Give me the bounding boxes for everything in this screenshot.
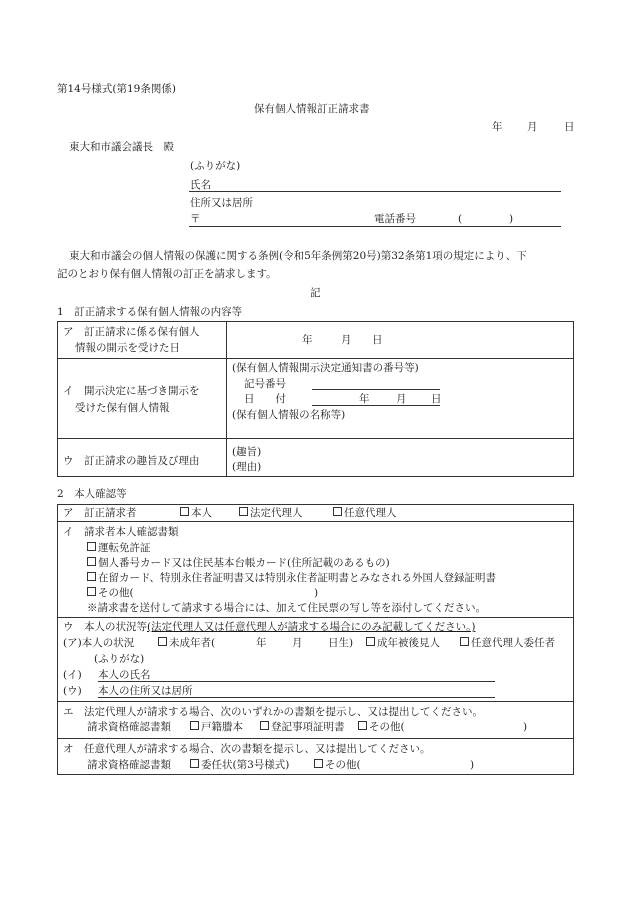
opt-my-number-card[interactable]: [87, 557, 390, 570]
section1-row-divider-2: [58, 438, 573, 439]
date-month-label: 月: [527, 121, 538, 133]
checkbox-icon[interactable]: [460, 637, 469, 646]
s2-divider-4: [58, 738, 573, 739]
applicant-address-label: 住所又は居所: [190, 197, 253, 209]
opt-other-id-close: ): [314, 587, 319, 599]
checkbox-icon[interactable]: [260, 721, 269, 730]
checkbox-icon[interactable]: [180, 507, 189, 516]
opt-residence-card-label: 在留カード、特別永住者証明書又は特別永住者証明書とみなされる外国人登録証明書: [98, 572, 497, 584]
s1-row-a-label-1: ア 訂正請求に係る保有個人: [63, 326, 200, 338]
addressee: 東大和市議会議長 殿: [69, 141, 174, 153]
section1-row-divider-1: [58, 358, 573, 359]
opt-other-voluntary-label: その他(: [325, 759, 361, 771]
applicant-address-field[interactable]: [189, 226, 561, 227]
s2-name-field[interactable]: [98, 681, 495, 682]
section2-table: [57, 504, 574, 775]
s1-purpose-label: (趣旨): [232, 446, 262, 458]
opt-other-id[interactable]: [87, 587, 134, 600]
date-year-label: 年: [492, 121, 503, 133]
checkbox-icon[interactable]: [358, 721, 367, 730]
s1-row-i-label-1: イ 開示決定に基づき開示を: [63, 385, 200, 397]
opt-delegator[interactable]: [460, 637, 555, 650]
section1-column-divider: [226, 322, 227, 476]
opt-my-number-card-label: 個人番号カード又は住民基本台帳カード(住所記載のあるもの): [98, 557, 390, 569]
s2-address-field[interactable]: [98, 697, 495, 698]
s2-row-i-label: イ 請求者本人確認書類: [63, 526, 179, 538]
checkbox-icon[interactable]: [87, 557, 96, 566]
s2-row-u-label-prefix: ウ 本人の状況等: [63, 621, 147, 633]
opt-family-register-label: 戸籍謄本: [201, 721, 243, 733]
checkbox-icon[interactable]: [190, 759, 199, 768]
ki-heading: 記: [310, 287, 321, 299]
opt-power-of-attorney-label: 委任状(第3号様式): [201, 759, 290, 771]
s2-row-e-text: エ 法定代理人が請求する場合、次のいずれかの書類を提示し、又は提出してください。: [63, 706, 483, 718]
opt-adult-ward-label: 成年被後見人: [377, 637, 440, 649]
checkbox-icon[interactable]: [333, 507, 342, 516]
date-day-label: 日: [564, 121, 575, 133]
checkbox-icon[interactable]: [314, 759, 323, 768]
opt-minor-label: 未成年者(: [169, 637, 216, 649]
s2-address-label: 本人の住所又は居所: [98, 685, 193, 697]
opt-residence-card[interactable]: [87, 572, 496, 585]
s2-row-e-doc-label: 請求資格確認書類: [87, 721, 171, 733]
s2-row-a-label: ア 訂正請求者: [63, 507, 137, 519]
s2-furigana: (ふりがな): [94, 653, 145, 665]
checkbox-icon[interactable]: [87, 542, 96, 551]
s2-row-i-note: ※請求書を送付して請求する場合には、加えて住民票の写し等を添付してください。: [87, 602, 486, 614]
s2-row-u-label-underlined: (法定代理人又は任意代理人が請求する場合にのみ記載してください。): [147, 621, 476, 633]
s2-name-label: 本人の氏名: [98, 669, 151, 681]
opt-drivers-license-label: 運転免許証: [98, 542, 151, 554]
s2-name-num: (イ): [63, 669, 82, 681]
opt-legal-agent[interactable]: [239, 507, 303, 520]
s1-date-month: 月: [396, 393, 407, 405]
s1-row-u-label: ウ 訂正請求の趣旨及び理由: [63, 455, 200, 467]
s2-status-label: (ア)本人の状況: [63, 637, 135, 649]
phone-paren-close: ): [509, 213, 514, 225]
opt-drivers-license[interactable]: [87, 542, 151, 555]
opt-self-label: 本人: [191, 507, 212, 519]
s1-row-a-month: 月: [341, 334, 352, 346]
checkbox-icon[interactable]: [87, 572, 96, 581]
checkbox-icon[interactable]: [87, 587, 96, 596]
s1-row-i-label-2: 受けた保有個人情報: [75, 402, 170, 414]
furigana-label: (ふりがな): [190, 160, 241, 172]
checkbox-icon[interactable]: [158, 637, 167, 646]
s1-row-a-label-2: 情報の開示を受けた日: [75, 342, 180, 354]
opt-other-legal-label: その他(: [369, 721, 405, 733]
applicant-name-field[interactable]: [189, 191, 561, 192]
form-number: 第14号様式(第19条関係): [57, 83, 176, 95]
phone-paren-open: (: [458, 213, 463, 225]
phone-label: 電話番号: [374, 213, 416, 225]
section1-table: [57, 321, 574, 477]
opt-voluntary-agent[interactable]: [333, 507, 397, 520]
s2-minor-birth: 日生): [328, 637, 354, 649]
s1-date-label: 日 付: [244, 393, 286, 405]
opt-family-register[interactable]: [190, 721, 243, 734]
s1-row-a-year: 年: [302, 334, 313, 346]
opt-self[interactable]: [180, 507, 212, 520]
postal-mark: 〒: [190, 213, 201, 225]
s2-row-o-doc-label: 請求資格確認書類: [87, 759, 171, 771]
s2-minor-month: 月: [292, 637, 303, 649]
opt-other-voluntary-close: ): [470, 759, 475, 771]
opt-voluntary-agent-label: 任意代理人: [344, 507, 397, 519]
opt-other-id-label: その他(: [98, 587, 134, 599]
s1-info-name-label: (保有個人情報の名称等): [232, 409, 346, 421]
s2-address-num: (ウ): [63, 685, 82, 697]
s2-divider-3: [58, 701, 573, 702]
body-text-line2: 記のとおり保有個人情報の訂正を請求します。: [57, 268, 277, 280]
s2-divider-2: [58, 617, 573, 618]
opt-other-voluntary[interactable]: [314, 759, 361, 772]
section1-heading: 1 訂正請求する保有個人情報の内容等: [57, 306, 243, 318]
s1-row-a-day: 日: [372, 334, 383, 346]
s2-divider-1: [58, 521, 573, 522]
opt-minor[interactable]: [158, 637, 215, 650]
s1-symbol-number-label: 記号番号: [244, 378, 286, 390]
checkbox-icon[interactable]: [239, 507, 248, 516]
opt-registry-certificate[interactable]: [260, 721, 345, 734]
opt-delegator-label: 任意代理人委任者: [471, 637, 555, 649]
document-title: 保有個人情報訂正請求書: [254, 103, 370, 115]
s2-minor-year: 年: [256, 637, 267, 649]
s1-symbol-number-field[interactable]: [312, 389, 440, 390]
body-text-line1: 東大和市議会の個人情報の保護に関する条例(令和5年条例第20号)第32条第1項の規定により、下: [69, 250, 527, 262]
s2-row-o-text: オ 任意代理人が請求する場合、次の書類を提示し、又は提出してください。: [63, 743, 431, 755]
applicant-name-label: 氏名: [190, 179, 211, 191]
opt-other-legal[interactable]: [358, 721, 405, 734]
opt-legal-agent-label: 法定代理人: [250, 507, 303, 519]
s1-reason-label: (理由): [232, 461, 262, 473]
s1-date-day: 日: [431, 393, 442, 405]
opt-adult-ward[interactable]: [366, 637, 440, 650]
s1-date-field[interactable]: [312, 405, 440, 406]
checkbox-icon[interactable]: [366, 637, 375, 646]
s1-notice-label: (保有個人情報開示決定通知書の番号等): [232, 362, 419, 374]
section2-heading: 2 本人確認等: [57, 488, 127, 500]
opt-registry-certificate-label: 登記事項証明書: [271, 721, 345, 733]
opt-power-of-attorney[interactable]: [190, 759, 289, 772]
s2-row-u-label: [63, 621, 475, 634]
s1-date-year: 年: [359, 393, 370, 405]
checkbox-icon[interactable]: [190, 721, 199, 730]
opt-other-legal-close: ): [523, 721, 528, 733]
